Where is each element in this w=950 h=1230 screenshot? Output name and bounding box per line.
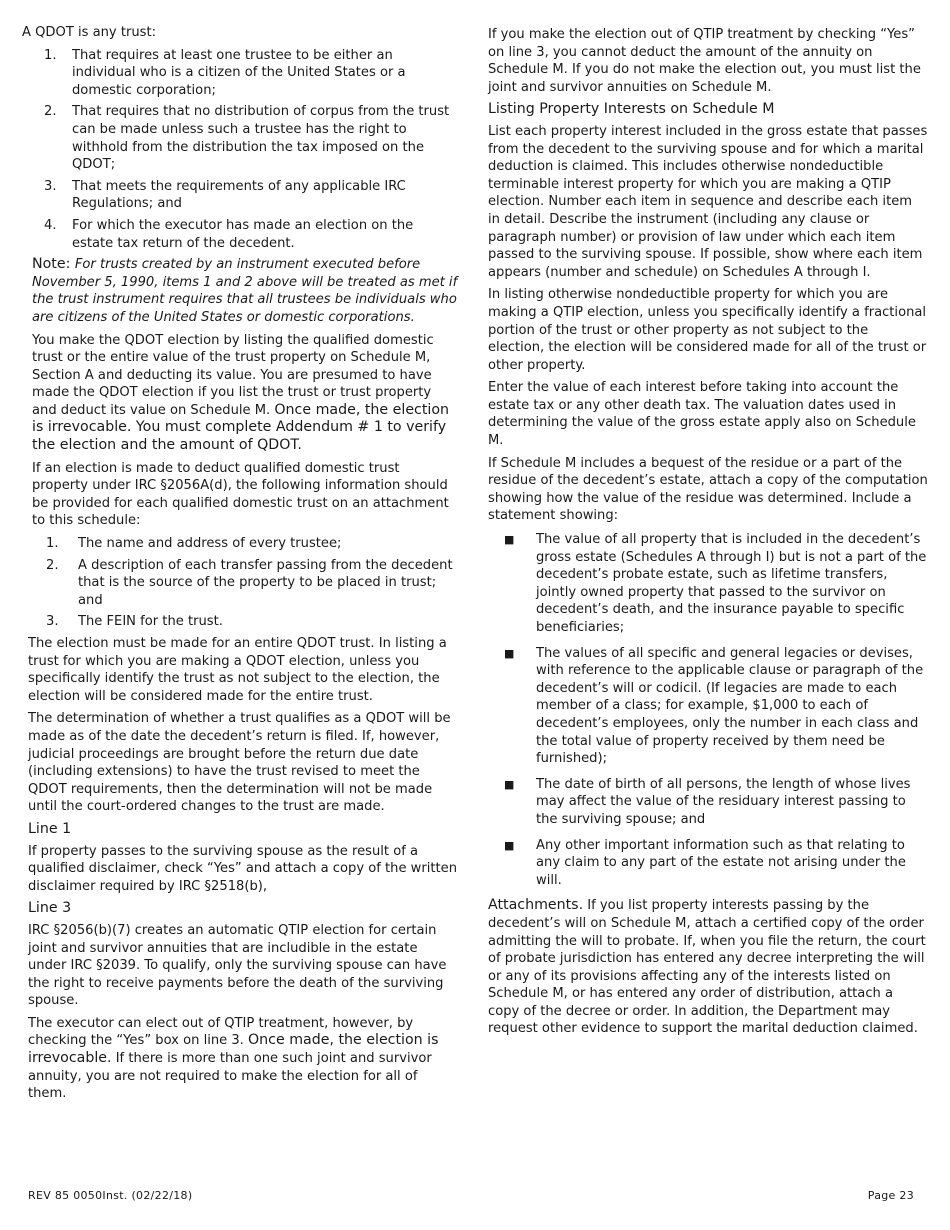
list-item: ■ Any other important information such as that relating to any claim to any part of the estate not arising under the will.: [504, 837, 906, 888]
page-number: Page 23: [867, 1189, 914, 1202]
residue-paragraph: If Schedule M includes a bequest of the residue or a part of the residue of the decedent’s estate, attach a copy of the computation showing how the value of the residue was determined. Include a statement showing:: [488, 455, 928, 524]
determination-paragraph: The determination of whether a trust qualifies as a QDOT will be made as of the date the decedent’s return is filed. If, however, judicial proceedings are brought before the return due date (including extensions) to have the trust revised to meet the QDOT requirements, then the determination will not be made until the court-ordered changes to the trust are made.: [28, 711, 451, 815]
list-item: ■ The values of all specific and general legacies or devises, with reference to the applicable clause or paragraph of the decedent’s will or codicil. (If legacies are made to each member of a class; for example, $1,000 to each of decedent’s employees, only the number in each class and the total value of property received by them need be furnished);: [504, 645, 924, 767]
qdot-intro: A QDOT is any trust:: [22, 25, 157, 40]
bullet-icon: ■: [504, 777, 515, 791]
listing-property-heading: Listing Property Interests on Schedule M: [488, 101, 775, 118]
left-column: [22, 24, 458, 1108]
qdot-election-paragraph: You make the QDOT election by listing the qualified domestic trust or the entire value of the trust property on Schedule M, Section A and deducting its value. You are presumed to have made the QDOT election if you list the trust or trust property and deduct its value on Schedule M. Once made, the election is irrevocable. You must complete Addendum # 1 to verify the election and the amount of QDOT.: [32, 332, 450, 454]
list-item: 1. The name and address of every trustee;: [46, 536, 342, 552]
list-item: ■ The date of birth of all persons, the length of whose lives may affect the value of the residuary interest passing to the surviving spouse; and: [504, 776, 911, 827]
list-item: 3. The FEIN for the trust.: [46, 614, 223, 630]
list-item: 4. For which the executor has made an election on the estate tax return of the decedent.: [44, 217, 414, 251]
residue-statement-list: [488, 531, 928, 889]
value-paragraph: Enter the value of each interest before taking into account the estate tax or any other death tax. The valuation dates used in determining the value of the gross estate apply also on Schedule M.: [488, 380, 916, 449]
bullet-icon: ■: [504, 533, 515, 547]
list-item: ■ The value of all property that is included in the decedent’s gross estate (Schedules A through I) but is not a part of the decedent’s probate estate, such as lifetime transfers, jointly owned property that passed to the survivor on decedent’s death, and the insurance payable to specific beneficiaries;: [504, 532, 927, 635]
list-item: 2. That requires that no distribution of corpus from the trust can be made unless such a trustee has the right to withhold from the distribution the tax imposed on the QDOT;: [44, 104, 450, 173]
note-text: For trusts created by an instrument executed before November 5, 1990, items 1 and 2 above will be treated as met if the trust instrument requires that all trustees be individuals who are citizens of the United States or domestic corporations.: [32, 257, 458, 325]
line1-heading: Line 1: [28, 820, 72, 837]
elect-out-paragraph: The executor can elect out of QTIP treatment, however, by checking the “Yes” box on line 3. Once made, the election is irrevocable. If there is more than one such joint and survivor annuity, you are not required to make the election for all of them.: [28, 1015, 439, 1102]
list-item: 2. A description of each transfer passing from the decedent that is the source of the property to be placed in trust; and: [46, 557, 453, 608]
form-id: REV 85 0050Inst. (02/22/18): [28, 1189, 193, 1202]
listing-paragraph: List each property interest included in the gross estate that passes from the decedent to the surviving spouse and for which a marital deduction is claimed. This includes otherwise nondeductible terminable interest property for which you are making a QTIP election. Number each item in sequence and describe each item in detail. Describe the instrument (including any clause or paragraph number) or provision of law under which each item passed to the surviving spouse. If possible, show where each item appears (number and schedule) on Schedules A through I.: [488, 123, 928, 280]
qtip-election-out-paragraph: If you make the election out of QTIP treatment by checking “Yes” on line 3, you cannot deduct the amount of the annuity on Schedule M. If you do not make the election out, you must list the joint and survivor annuities on Schedule M.: [488, 27, 921, 95]
right-column: [488, 26, 928, 1043]
attachments-label: Attachments.: [488, 897, 584, 914]
line3-heading: Line 3: [28, 900, 72, 917]
bullet-icon: ■: [504, 646, 515, 660]
list-item: 3. That meets the requirements of any applicable IRC Regulations; and: [44, 178, 406, 212]
nondeductible-paragraph: In listing otherwise nondeductible property for which you are making a QTIP election, unless you specifically identify a fractional portion of the trust or other property as not subject to the election, the election will be considered made for all of the trust or other property.: [488, 287, 927, 373]
entire-trust-paragraph: The election must be made for an entire QDOT trust. In listing a trust for which you are making a QDOT election, unless you specifically identify the trust as not subject to the election, the election will be considered made for the entire trust.: [28, 636, 447, 704]
bullet-icon: ■: [504, 838, 515, 852]
note-paragraph: [22, 256, 458, 326]
line1-paragraph: If property passes to the surviving spouse as the result of a qualified disclaimer, check “Yes” and attach a copy of the written disclaimer required by IRC §2518(b),: [28, 843, 458, 894]
qdot-requirements-list: [22, 47, 458, 253]
list-item: 1. That requires at least one trustee to be either an individual who is a citizen of the United States or a domestic corporation;: [44, 47, 406, 98]
qdot-info-list: [22, 535, 458, 631]
attachments-paragraph: Attachments. If you list property interests passing by the decedent’s will on Schedule M, attach a certified copy of the order admitting the will to probate. If, when you file the return, the court of probate jurisdiction has entered any decree interpreting the will or any of its provisions affecting any of the interests listed on Schedule M, or has entered any order of distribution, attach a copy of the decree or order. In addition, the Department may request other evidence to support the marital deduction claimed.: [488, 897, 926, 1037]
note-label: Note:: [32, 256, 75, 273]
line3-paragraph: IRC §2056(b)(7) creates an automatic QTIP election for certain joint and survivor annuities that are includible in the estate under IRC §2039. To qualify, only the surviving spouse can have the right to receive payments before the death of the surviving spouse.: [28, 922, 447, 1009]
qdot-info-paragraph: If an election is made to deduct qualified domestic trust property under IRC §2056A(d), the following information should be provided for each qualified domestic trust on an attachment to this schedule:: [32, 460, 449, 529]
